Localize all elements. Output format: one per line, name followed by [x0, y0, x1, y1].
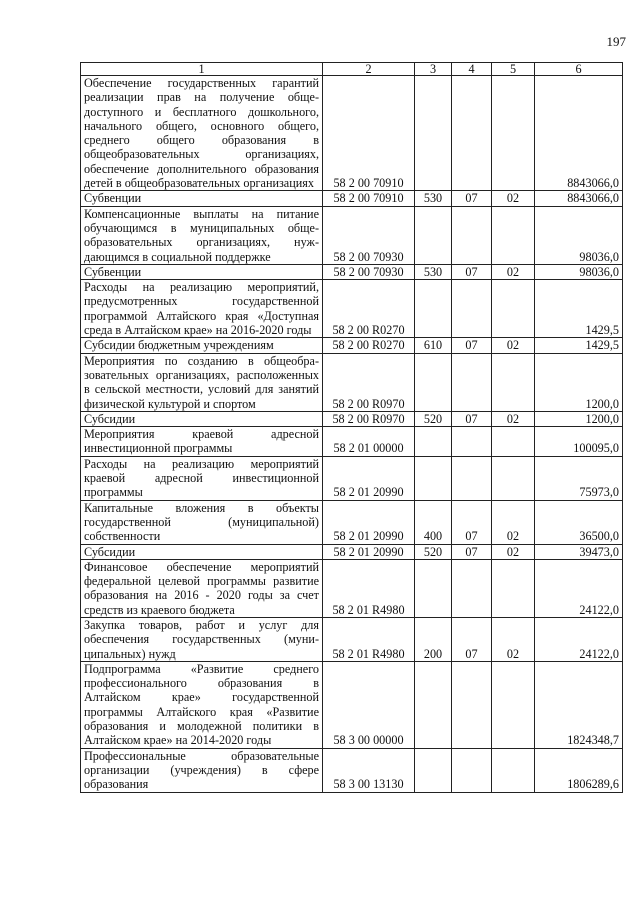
header-col-2: 2: [323, 63, 415, 76]
section-cell: 07: [452, 338, 492, 353]
expense-name-cell: Субсидии: [81, 544, 323, 559]
section-cell: 07: [452, 264, 492, 279]
expense-name-cell: Расходы на реализацию мероприятий краевой адресной инвестиционной программы: [81, 456, 323, 500]
expense-name-cell: Субвенции: [81, 191, 323, 206]
section-cell: [452, 559, 492, 617]
subsection-cell: 02: [492, 411, 535, 426]
subsection-cell: [492, 206, 535, 264]
table-row: [81, 76, 623, 191]
subsection-cell: 02: [492, 500, 535, 544]
expense-type-cell: 200: [415, 617, 452, 661]
target-code-cell: 58 2 01 R4980: [323, 617, 415, 661]
expense-type-cell: 520: [415, 411, 452, 426]
expense-type-cell: [415, 559, 452, 617]
amount-cell: 24122,0: [535, 559, 623, 617]
expense-type-cell: 520: [415, 544, 452, 559]
target-code-cell: 58 2 00 R0970: [323, 353, 415, 411]
table-row: [81, 264, 623, 279]
expense-type-cell: [415, 748, 452, 792]
section-cell: 07: [452, 500, 492, 544]
target-code-cell: 58 2 00 70930: [323, 206, 415, 264]
table-row: [81, 500, 623, 544]
section-cell: [452, 661, 492, 748]
target-code-cell: 58 2 00 R0970: [323, 411, 415, 426]
budget-table: [80, 62, 623, 793]
expense-name-cell: Субсидии бюджетным учреждениям: [81, 338, 323, 353]
table-row: [81, 353, 623, 411]
expense-type-cell: 530: [415, 191, 452, 206]
target-code-cell: 58 3 00 00000: [323, 661, 415, 748]
header-col-1: 1: [81, 63, 323, 76]
subsection-cell: [492, 280, 535, 338]
table-row: [81, 191, 623, 206]
subsection-cell: 02: [492, 617, 535, 661]
expense-name-cell: Обеспечение государственных гарантий реализации прав на получение общедоступного и бесплатного дошкольного, начального общего, основного общего, среднего общего образования в общеобразовательных организациях, обеспечение дополнительного образования детей в общеобразовательных организациях: [81, 76, 323, 191]
subsection-cell: [492, 748, 535, 792]
amount-cell: 1200,0: [535, 411, 623, 426]
table-row: [81, 427, 623, 457]
amount-cell: 8843066,0: [535, 76, 623, 191]
expense-name-cell: Компенсационные выплаты на питание обучающимся в муниципальных общеобразовательных организациях, нуждающимся в социальной поддержке: [81, 206, 323, 264]
amount-cell: 75973,0: [535, 456, 623, 500]
expense-name-cell: Профессиональные образовательные организации (учреждения) в сфере образования: [81, 748, 323, 792]
header-col-6: 6: [535, 63, 623, 76]
amount-cell: 24122,0: [535, 617, 623, 661]
expense-name-cell: Мероприятия по созданию в общеобразовательных организациях, расположенных в сельской местности, условий для занятий физической культурой и спортом: [81, 353, 323, 411]
target-code-cell: 58 2 00 70930: [323, 264, 415, 279]
target-code-cell: 58 2 00 70910: [323, 191, 415, 206]
amount-cell: 1806289,6: [535, 748, 623, 792]
target-code-cell: 58 2 00 70910: [323, 76, 415, 191]
header-col-5: 5: [492, 63, 535, 76]
subsection-cell: [492, 661, 535, 748]
section-cell: [452, 353, 492, 411]
subsection-cell: 02: [492, 191, 535, 206]
header-col-3: 3: [415, 63, 452, 76]
amount-cell: 100095,0: [535, 427, 623, 457]
amount-cell: 39473,0: [535, 544, 623, 559]
section-cell: [452, 206, 492, 264]
target-code-cell: 58 2 01 20990: [323, 500, 415, 544]
expense-name-cell: Субсидии: [81, 411, 323, 426]
subsection-cell: 02: [492, 264, 535, 279]
table-header-row: [81, 63, 623, 76]
target-code-cell: 58 2 00 R0270: [323, 338, 415, 353]
expense-type-cell: [415, 427, 452, 457]
expense-type-cell: 610: [415, 338, 452, 353]
expense-name-cell: Расходы на реализацию мероприятий, предусмотренных государственной программой Алтайского края «Доступная среда в Алтайском крае» на 2016-2020 годы: [81, 280, 323, 338]
target-code-cell: 58 2 01 20990: [323, 544, 415, 559]
expense-name-cell: Субвенции: [81, 264, 323, 279]
table-row: [81, 617, 623, 661]
table-row: [81, 748, 623, 792]
expense-type-cell: 400: [415, 500, 452, 544]
section-cell: 07: [452, 191, 492, 206]
target-code-cell: 58 3 00 13130: [323, 748, 415, 792]
header-col-4: 4: [452, 63, 492, 76]
expense-type-cell: [415, 353, 452, 411]
section-cell: [452, 456, 492, 500]
expense-name-cell: Мероприятия краевой адресной инвестиционной программы: [81, 427, 323, 457]
table-row: [81, 280, 623, 338]
expense-name-cell: Закупка товаров, работ и услуг для обеспечения государственных (муниципальных) нужд: [81, 617, 323, 661]
subsection-cell: [492, 427, 535, 457]
expense-type-cell: 530: [415, 264, 452, 279]
table-row: [81, 338, 623, 353]
table-row: [81, 206, 623, 264]
section-cell: [452, 76, 492, 191]
subsection-cell: 02: [492, 544, 535, 559]
expense-name-cell: Подпрограмма «Развитие среднего профессионального образования в Алтайском крае» государственной программы Алтайского края «Развитие образования и молодежной политики в Алтайском крае» на 2014-2020 годы: [81, 661, 323, 748]
amount-cell: 1824348,7: [535, 661, 623, 748]
amount-cell: 1429,5: [535, 280, 623, 338]
subsection-cell: [492, 353, 535, 411]
subsection-cell: [492, 76, 535, 191]
section-cell: [452, 427, 492, 457]
expense-type-cell: [415, 456, 452, 500]
expense-name-cell: Капитальные вложения в объекты государственной (муниципальной) собственности: [81, 500, 323, 544]
section-cell: [452, 748, 492, 792]
table-row: [81, 559, 623, 617]
amount-cell: 8843066,0: [535, 191, 623, 206]
amount-cell: 1200,0: [535, 353, 623, 411]
section-cell: 07: [452, 544, 492, 559]
target-code-cell: 58 2 01 R4980: [323, 559, 415, 617]
target-code-cell: 58 2 00 R0270: [323, 280, 415, 338]
page-number: 197: [606, 34, 626, 49]
target-code-cell: 58 2 01 20990: [323, 456, 415, 500]
table-row: [81, 544, 623, 559]
table-row: [81, 661, 623, 748]
subsection-cell: [492, 559, 535, 617]
expense-type-cell: [415, 76, 452, 191]
subsection-cell: [492, 456, 535, 500]
expense-name-cell: Финансовое обеспечение мероприятий федеральной целевой программы развитие образования на 2016 - 2020 годы за счет средств из краевого бюджета: [81, 559, 323, 617]
table-row: [81, 456, 623, 500]
section-cell: [452, 280, 492, 338]
amount-cell: 36500,0: [535, 500, 623, 544]
target-code-cell: 58 2 01 00000: [323, 427, 415, 457]
amount-cell: 98036,0: [535, 264, 623, 279]
table-row: [81, 411, 623, 426]
amount-cell: 98036,0: [535, 206, 623, 264]
subsection-cell: 02: [492, 338, 535, 353]
expense-type-cell: [415, 661, 452, 748]
expense-type-cell: [415, 280, 452, 338]
section-cell: 07: [452, 411, 492, 426]
amount-cell: 1429,5: [535, 338, 623, 353]
section-cell: 07: [452, 617, 492, 661]
expense-type-cell: [415, 206, 452, 264]
